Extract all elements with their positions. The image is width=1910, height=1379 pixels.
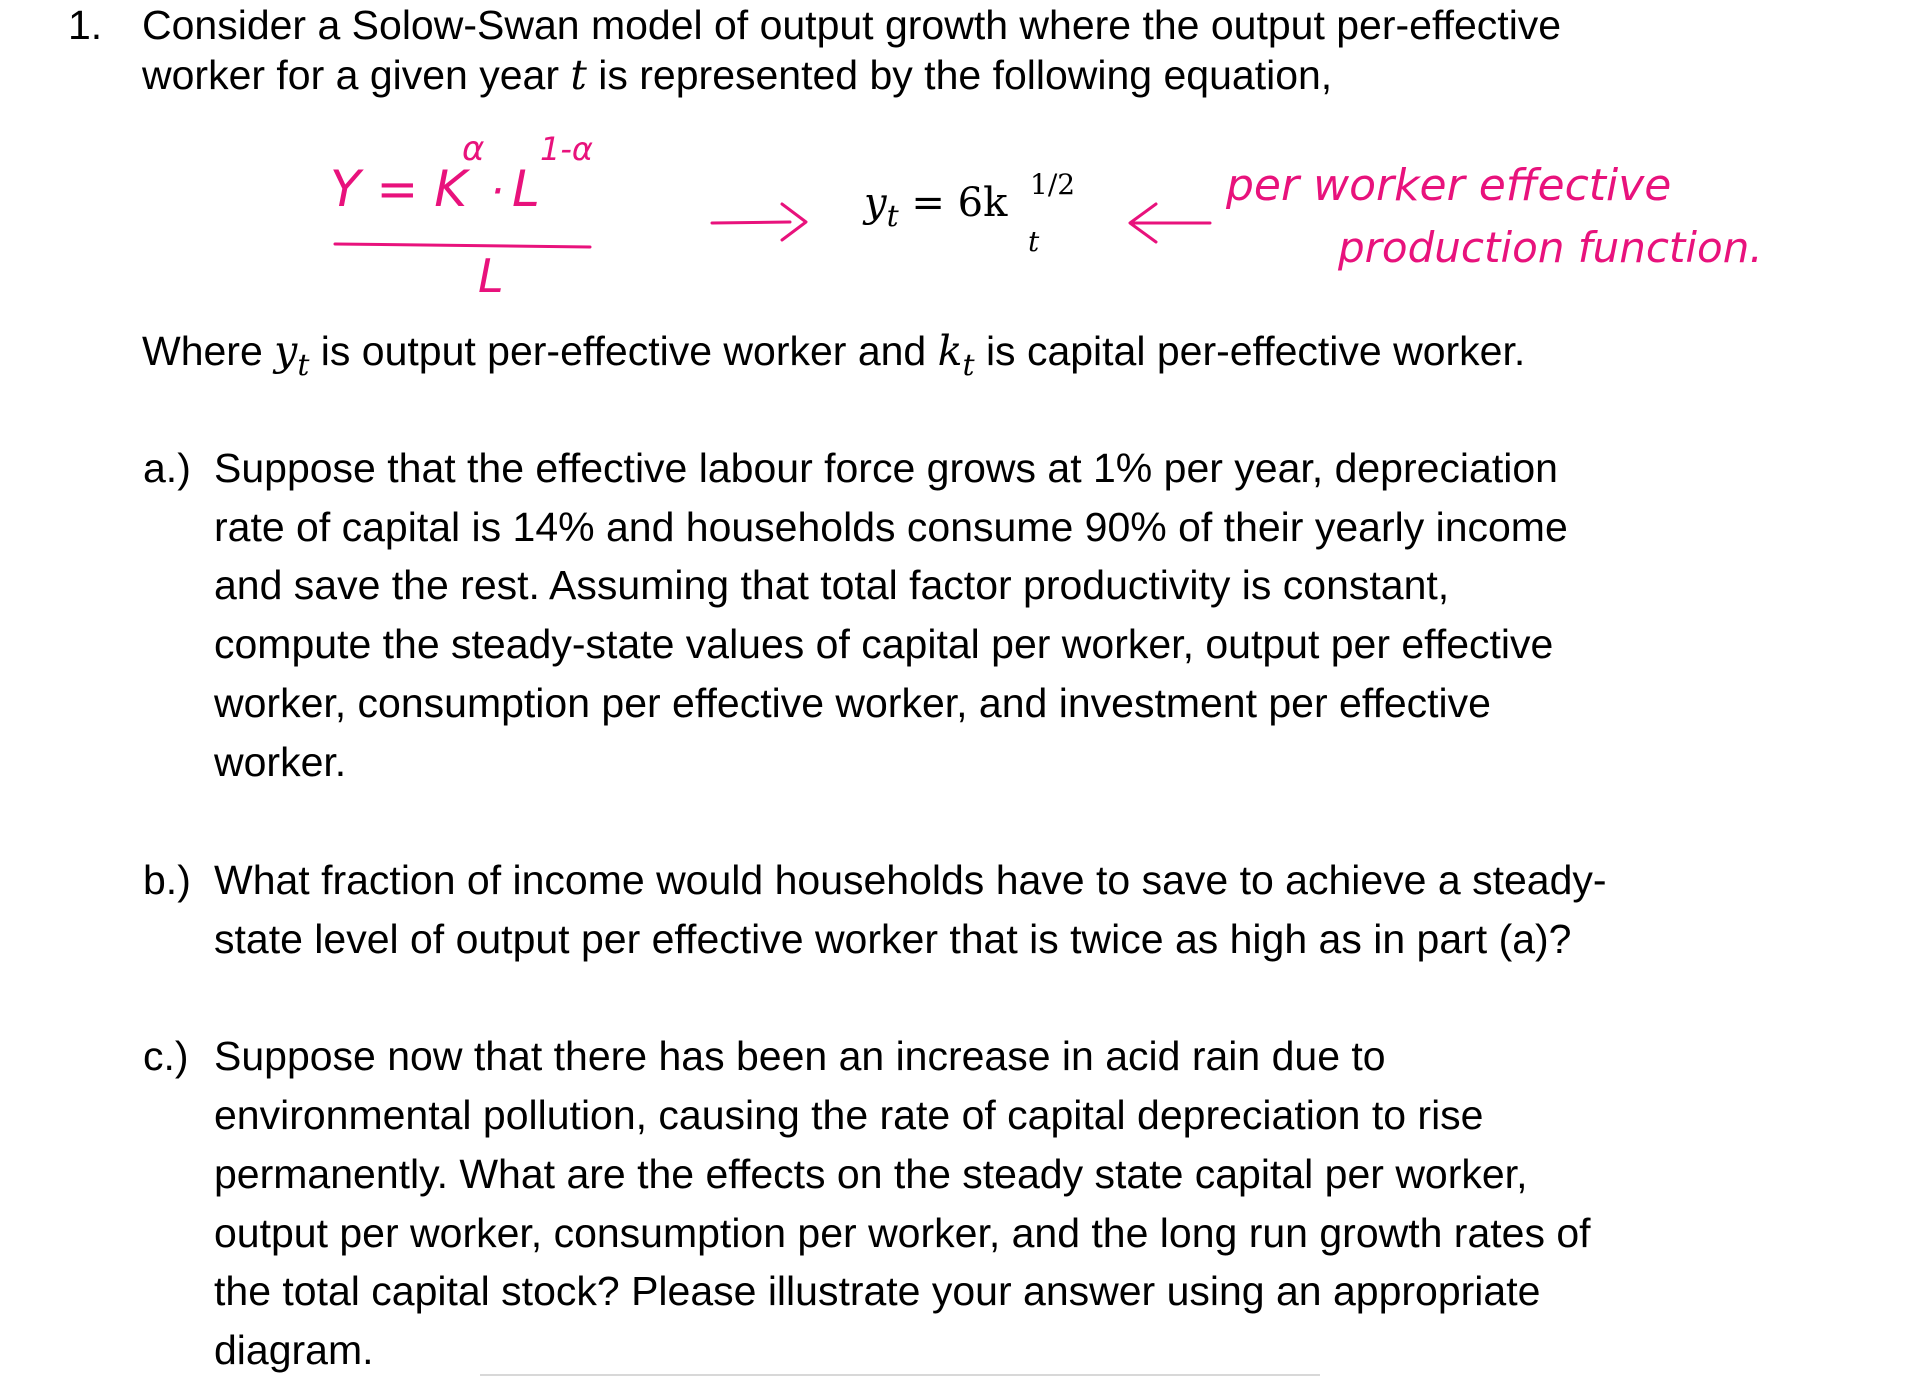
right-arrow-icon bbox=[712, 204, 806, 240]
part-c-line: Suppose now that there has been an increase in acid rain due to bbox=[214, 1033, 1386, 1079]
part-c-line: diagram. bbox=[214, 1327, 374, 1373]
bottom-divider bbox=[480, 1374, 1320, 1376]
where-k: k bbox=[937, 327, 963, 375]
part-a-line: worker, consumption per effective worker, and investment per effective bbox=[214, 680, 1491, 726]
formula-exp-alpha: α bbox=[462, 129, 485, 169]
formula-denominator: L bbox=[478, 249, 504, 303]
formula-exp-one-minus-alpha: 1-α bbox=[540, 130, 593, 168]
part-c-line: the total capital stock? Please illustrate your answer using an appropriate bbox=[214, 1268, 1541, 1314]
part-a-line: compute the steady-state values of capital per worker, output per effective bbox=[214, 621, 1554, 667]
part-c-line: output per worker, consumption per worker, and the long run growth rates of bbox=[214, 1210, 1591, 1256]
formula-fraction-bar bbox=[335, 244, 590, 247]
formula-L: L bbox=[512, 160, 540, 218]
part-c-line: environmental pollution, causing the rate of capital depreciation to rise bbox=[214, 1092, 1484, 1138]
question-intro-line-1: Consider a Solow-Swan model of output growth where the output per-effective bbox=[142, 2, 1562, 48]
part-a-line: worker. bbox=[214, 739, 347, 785]
part-a-label: a.) bbox=[143, 445, 191, 491]
where-y: y bbox=[274, 327, 298, 375]
question-number: 1. bbox=[68, 2, 103, 48]
part-a-line: and save the rest. Assuming that total factor productivity is constant, bbox=[214, 562, 1450, 608]
where-line: Where $y_t$ is output per-effective worker and $k_t$ is capital per-effective worker. bbox=[142, 327, 1526, 383]
formula-dot: · bbox=[490, 166, 504, 217]
eq-k-sub: t bbox=[1028, 225, 1040, 258]
question-intro-line-2: worker for a given year t is represented by the following equation, bbox=[142, 51, 1333, 99]
part-c-line: permanently. What are the effects on the steady state capital per worker, bbox=[214, 1151, 1528, 1197]
eq-exponent: 1/2 bbox=[1030, 168, 1076, 201]
note-line-2: production function. bbox=[1338, 223, 1763, 272]
left-arrow-icon bbox=[1130, 204, 1210, 242]
part-b-line: What fraction of income would households have to save to achieve a steady- bbox=[214, 857, 1607, 903]
part-b-label: b.) bbox=[143, 857, 191, 903]
eq-y: y bbox=[864, 180, 887, 226]
part-a-line: rate of capital is 14% and households consume 90% of their yearly income bbox=[214, 504, 1568, 550]
formula-lhs: Y = K bbox=[330, 160, 468, 218]
production-equation bbox=[864, 180, 1007, 234]
part-a-line: Suppose that the effective labour force grows at 1% per year, depreciation bbox=[214, 445, 1558, 491]
note-line-1: per worker effective bbox=[1226, 160, 1672, 211]
part-c-label: c.) bbox=[143, 1033, 189, 1079]
eq-rhs: = 6k bbox=[911, 180, 1008, 226]
part-b-line: state level of output per effective worker that is twice as high as in part (a)? bbox=[214, 916, 1572, 962]
eq-y-sub: t bbox=[886, 199, 899, 234]
variable-t: t bbox=[570, 51, 587, 99]
